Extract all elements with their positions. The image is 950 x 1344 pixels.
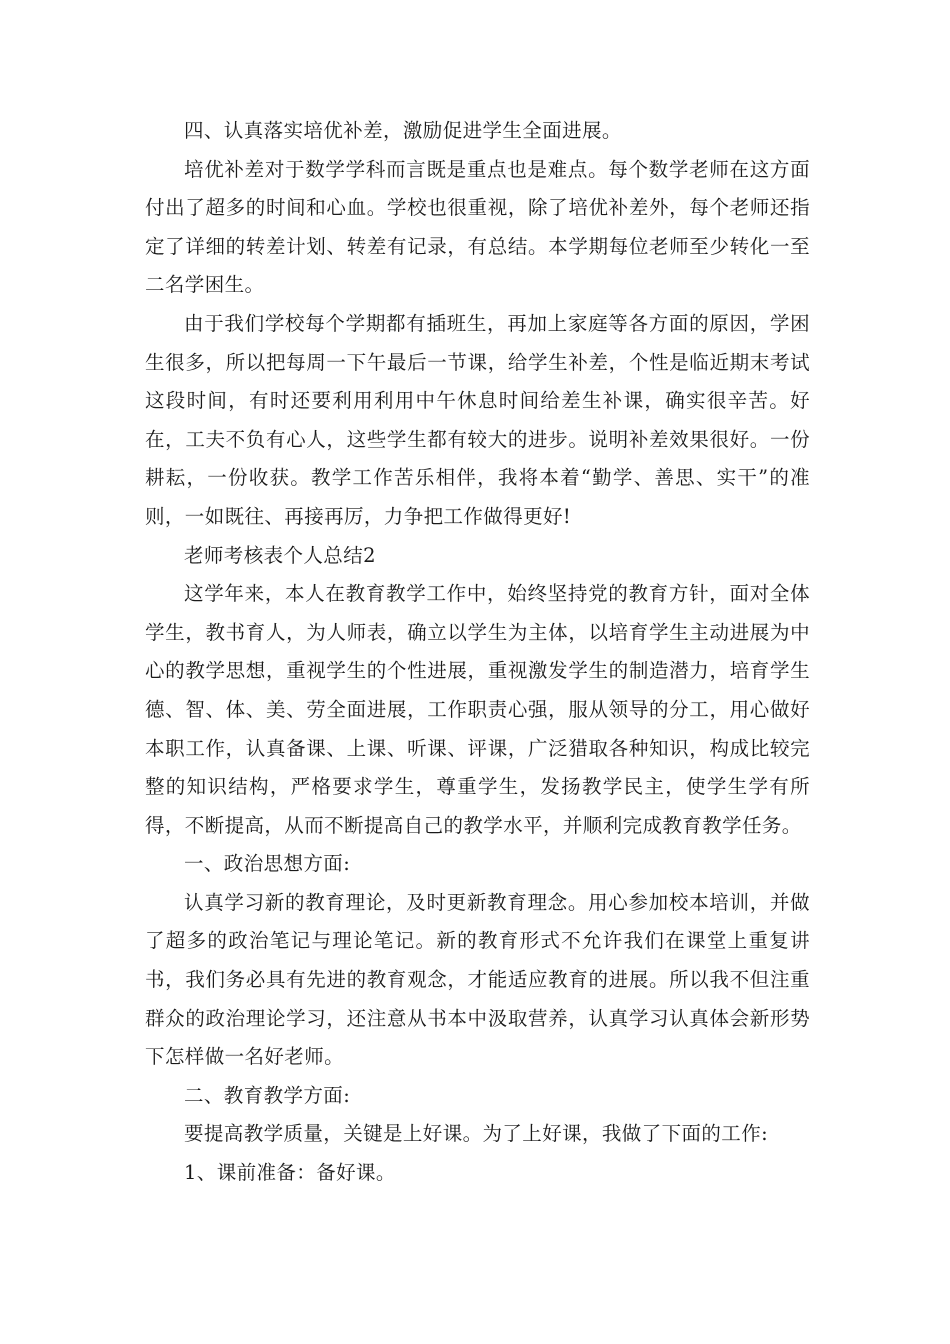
document-title: 老师考核表个人总结2 [184,543,376,567]
document-page [145,112,810,1193]
body-paragraph: 这学年来，本人在教育教学工作中，始终坚持党的教育方针，面对全体学生，教书育人，为人师表，确立以学生为主体，以培育学生主动进展为中心的教学思想，重视学生的个性进展，重视激发学生的制造潜力，培育学生德、智、体、美、劳全面进展，工作职责心强，服从领导的分工，用心做好本职工作，认真备课、上课、听课、评课，广泛猎取各种知识，构成比较完整的知识结构，严格要求学生，尊重学生，发扬教学民主，使学生学有所得，不断提高，从而不断提高自己的教学水平，并顺利完成教育教学任务。 [145,582,810,837]
body-paragraph: 认真学习新的教育理论，及时更新教育理念。用心参加校本培训，并做了超多的政治笔记与理论笔记。新的教育形式不允许我们在课堂上重复讲书，我们务必具有先进的教育观念，才能适应教育的进展。所以我不但注重群众的政治理论学习，还注意从书本中汲取营养，认真学习认真体会新形势下怎样做一名好老师。 [145,890,810,1069]
section-heading-4: 四、认真落实培优补差，激励促进学生全面进展。 [184,119,622,142]
section-heading-1: 一、政治思想方面: [184,852,351,876]
section-heading-2: 二、教育教学方面: [184,1083,351,1107]
list-item: 1、课前准备：备好课。 [184,1161,396,1185]
body-paragraph: 由于我们学校每个学期都有插班生，再加上家庭等各方面的原因，学困生很多，所以把每周一下午最后一节课，给学生补差，个性是临近期末考试这段时间，有时还要利用利用中午休息时间给差生补课，确实很辛苦。好在，工夫不负有心人，这些学生都有较大的进步。说明补差效果很好。一份耕耘，一份收获。教学工作苦乐相伴，我将本着“勤学、善思、实干”的准则，一如既往、再接再厉，力争把工作做得更好! [145,311,810,528]
body-paragraph: 培优补差对于数学学科而言既是重点也是难点。每个数学老师在这方面付出了超多的时间和心血。学校也很重视，除了培优补差外，每个老师还指定了详细的转差计划、转差有记录，有总结。本学期每位老师至少转化一至二名学困生。 [145,157,810,297]
body-paragraph: 要提高教学质量，关键是上好课。为了上好课，我做了下面的工作: [184,1122,769,1146]
